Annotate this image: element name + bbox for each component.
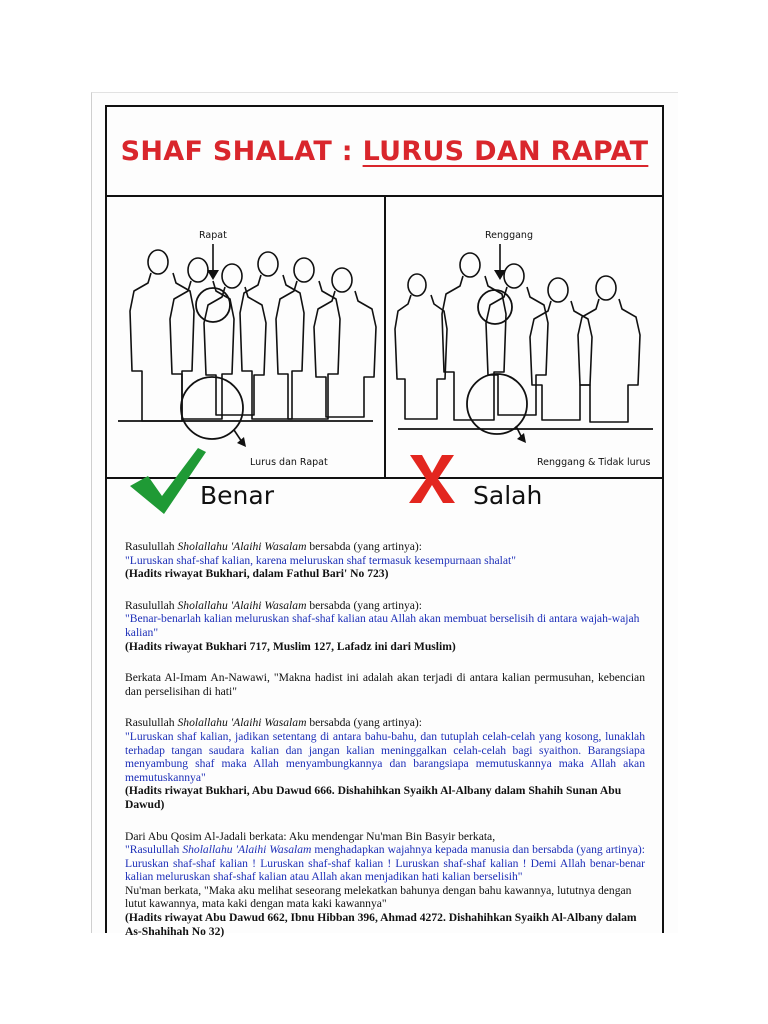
shoulder-highlight-left <box>196 288 230 322</box>
label-rapat: Rapat <box>199 230 227 241</box>
nawawi-commentary <box>125 671 645 698</box>
hadith-3-quote: "Luruskan shaf kalian, jadikan setentang di antara bahu-bahu, dan tutuplah celah-celah yang kosong, lunaklah terhadap tangan saudara kalian dan jangan kalian meninggalkan celah-celah bagi syaithon. Barangsiapa menyambung shaf maka Allah menyambungkannya dan barangsiapa memutuskannya maka Allah akan memutuskannya" <box>125 729 645 784</box>
worshipper-row-close <box>130 250 376 421</box>
hadith-4-quote: "Rasulullah Sholallahu 'Alaihi Wasalam menghadapkan wajahnya kepada manusia dan bersabda (yang artinya): Luruskan shaf-shaf kalian ! Luruskan shaf-shaf kalian ! Luruskan shaf-shaf kalian ! Demi Allah benar-benar kalian meluruskan shaf-shaf kalian atau Allah akan menjadikan hati kalian berselisih" <box>125 843 645 884</box>
shoulder-highlight-right <box>478 290 512 324</box>
hadith-1-quote: "Luruskan shaf-shaf kalian, karena meluruskan shaf termasuk kesempurnaan shalat" <box>125 553 516 567</box>
hadith-block-1 <box>125 540 645 581</box>
feet-highlight-right <box>467 374 527 434</box>
hadith-2-intro: Rasulullah Sholallahu 'Alaihi Wasalam bersabda (yang artinya): <box>125 598 423 612</box>
hadith-block-3 <box>125 716 645 811</box>
feet-highlight-left <box>181 377 243 439</box>
title-part-2: LURUS DAN RAPAT <box>362 136 649 167</box>
verdict-salah: Salah <box>473 481 543 510</box>
figures-renggang <box>398 240 658 440</box>
label-renggang: Renggang <box>485 230 533 241</box>
red-x-icon <box>406 453 458 505</box>
hadith-2-reference: (Hadits riwayat Bukhari 717, Muslim 127, Lafadz ini dari Muslim) <box>125 639 456 653</box>
nawawi-text: Berkata Al-Imam An-Nawawi, "Makna hadist ini adalah akan terjadi di antara kalian permusuhan, kebencian dan perselisihan di hati" <box>125 671 645 698</box>
label-lurus-dan-rapat: Lurus dan Rapat <box>250 457 328 468</box>
hadith-3-reference: (Hadits riwayat Bukhari, Abu Dawud 666. Dishahihkan Syaikh Al-Albany dalam Shahih Sunan Abu Dawud) <box>125 784 622 811</box>
hadith-block-4 <box>125 830 645 939</box>
hadith-block-2 <box>125 599 645 653</box>
worshipper-row-gapped <box>395 253 640 422</box>
hadith-4-reference: (Hadits riwayat Abu Dawud 662, Ibnu Hibban 396, Ahmad 4272. Dishahihkan Syaikh Al-Albany dalam As-Shahihah No 32) <box>125 911 637 938</box>
green-checkmark-icon <box>128 446 208 516</box>
verdict-benar: Benar <box>200 481 274 510</box>
title-part-1: SHAF SHALAT : <box>120 136 363 167</box>
hadith-text-section <box>125 540 645 956</box>
hadith-4-intro: Dari Abu Qosim Al-Jadali berkata: Aku mendengar Nu'man Bin Basyir berkata, <box>125 829 496 843</box>
hadith-4-narration: Nu'man berkata, "Maka aku melihat seseorang melekatkan bahunya dengan bahu kawannya, lututnya dengan lutut kawannya, mata kaki dengan mata kaki kawannya" <box>125 883 632 911</box>
label-renggang-tidak-lurus: Renggang & Tidak lurus <box>537 457 651 468</box>
hadith-2-quote: "Benar-benarlah kalian meluruskan shaf-shaf kalian atau Allah akan membuat berselisih di antara wajah-wajah kalian" <box>125 612 640 639</box>
hadith-1-reference: (Hadits riwayat Bukhari, dalam Fathul Bari' No 723) <box>125 567 389 581</box>
hadith-3-intro: Rasulullah Sholallahu 'Alaihi Wasalam bersabda (yang artinya): <box>125 716 423 730</box>
hadith-1-intro: Rasulullah Sholallahu 'Alaihi Wasalam bersabda (yang artinya): <box>125 540 423 553</box>
figures-lurus-rapat <box>118 240 378 440</box>
page-title <box>105 136 664 167</box>
figure-divider <box>384 195 386 478</box>
